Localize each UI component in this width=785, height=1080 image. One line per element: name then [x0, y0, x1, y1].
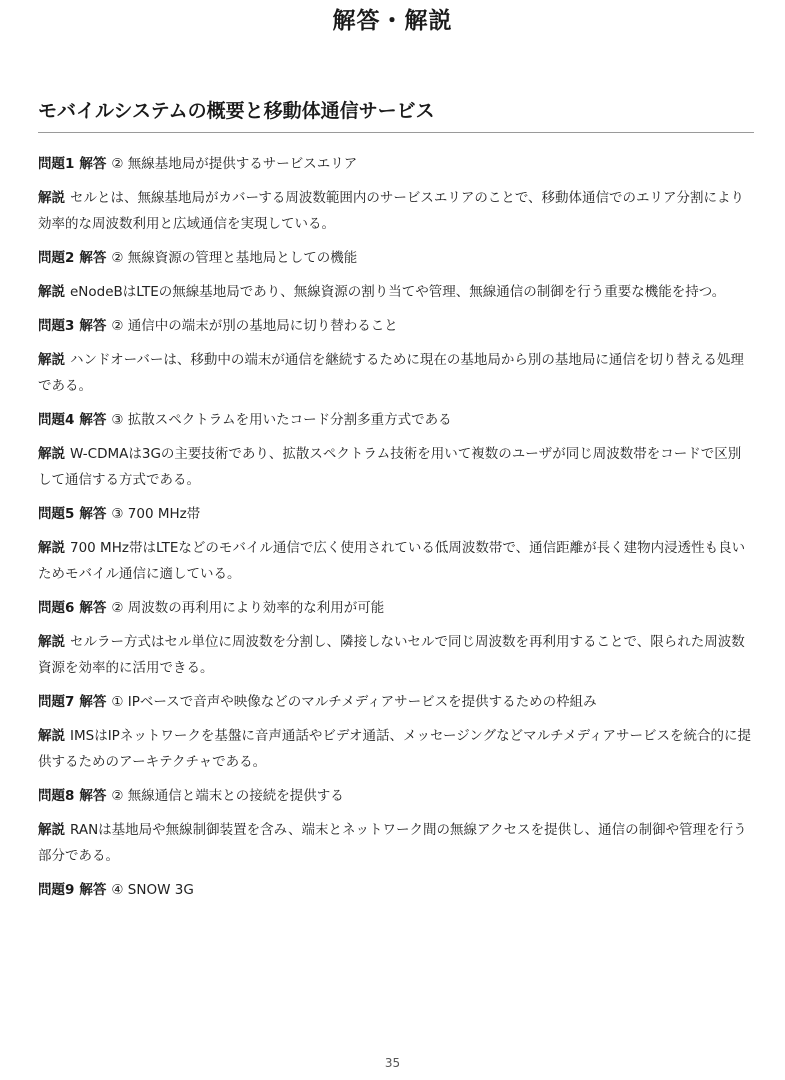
explanation-text: セルラー方式はセル単位に周波数を分割し、隣接しないセルで同じ周波数を再利用することで、限られた周波数資源を効率的に活用できる。 — [38, 634, 745, 676]
explanation-text: IMSはIPネットワークを基盤に音声通話やビデオ通話、メッセージングなどマルチメディアサービスを統合的に提供するためのアーキテクチャである。 — [38, 728, 752, 770]
explanation-paragraph — [38, 629, 754, 681]
explanation-text: ハンドオーバーは、移動中の端末が通信を継続するために現在の基地局から別の基地局に通信を切り替える処理である。 — [38, 352, 744, 394]
question-label: 問題3 — [38, 318, 75, 334]
answer-text: ② 無線資源の管理と基地局としての機能 — [111, 250, 358, 266]
answer-text: ② 通信中の端末が別の基地局に切り替わること — [111, 318, 398, 334]
answer-line — [38, 597, 754, 619]
question-label: 問題4 — [38, 412, 75, 428]
answer-line — [38, 879, 754, 901]
explanation-label: 解説 — [38, 446, 65, 462]
answer-text: ② 無線通信と端末との接続を提供する — [111, 788, 344, 804]
answer-text: ② 無線基地局が提供するサービスエリア — [111, 156, 358, 172]
answer-line — [38, 247, 754, 269]
explanation-label: 解説 — [38, 728, 65, 744]
question-label: 問題1 — [38, 156, 75, 172]
answer-label: 解答 — [79, 600, 107, 616]
answer-line — [38, 691, 754, 713]
answer-line — [38, 785, 754, 807]
answer-text: ① IPベースで音声や映像などのマルチメディアサービスを提供するための枠組み — [111, 694, 597, 710]
explanation-text: 700 MHz帯はLTEなどのモバイル通信で広く使用されている低周波数帯で、通信距離が長く建物内浸透性も良いためモバイル通信に適している。 — [38, 540, 746, 582]
explanation-label: 解説 — [38, 540, 65, 556]
question-label: 問題2 — [38, 250, 75, 266]
answer-label: 解答 — [79, 412, 107, 428]
section-divider — [38, 132, 754, 133]
explanation-paragraph — [38, 535, 754, 587]
explanation-label: 解説 — [38, 284, 65, 300]
answer-label: 解答 — [79, 250, 107, 266]
page-number: 35 — [384, 1056, 401, 1070]
answer-line — [38, 153, 754, 175]
explanation-label: 解説 — [38, 352, 65, 368]
answer-text: ③ 700 MHz帯 — [111, 506, 201, 522]
answer-label: 解答 — [79, 506, 107, 522]
section-heading: モバイルシステムの概要と移動体通信サービス — [38, 100, 435, 122]
answer-line — [38, 409, 754, 431]
explanation-paragraph — [38, 279, 754, 305]
answer-text: ② 周波数の再利用により効率的な利用が可能 — [111, 600, 385, 616]
question-label: 問題9 — [38, 882, 75, 898]
explanation-paragraph — [38, 723, 754, 775]
question-label: 問題6 — [38, 600, 75, 616]
question-label: 問題8 — [38, 788, 75, 804]
explanation-paragraph — [38, 441, 754, 493]
explanation-label: 解説 — [38, 634, 65, 650]
page-title: 解答・解説 — [332, 8, 453, 34]
answer-line — [38, 315, 754, 337]
answer-label: 解答 — [79, 694, 107, 710]
answer-line — [38, 503, 754, 525]
explanation-label: 解説 — [38, 190, 65, 206]
answer-label: 解答 — [79, 318, 107, 334]
answer-text: ④ SNOW 3G — [111, 882, 194, 898]
explanation-paragraph — [38, 185, 754, 237]
answer-label: 解答 — [79, 882, 107, 898]
question-label: 問題5 — [38, 506, 75, 522]
explanation-text: RANは基地局や無線制御装置を含み、端末とネットワーク間の無線アクセスを提供し、通信の制御や管理を行う部分である。 — [38, 822, 747, 864]
answer-text: ③ 拡散スペクトラムを用いたコード分割多重方式である — [111, 412, 452, 428]
answer-list — [38, 153, 754, 911]
explanation-paragraph — [38, 347, 754, 399]
answer-label: 解答 — [79, 156, 107, 172]
explanation-text: W-CDMAは3Gの主要技術であり、拡散スペクトラム技術を用いて複数のユーザが同じ周波数帯をコードで区別して通信する方式である。 — [38, 446, 742, 488]
explanation-paragraph — [38, 817, 754, 869]
explanation-text: eNodeBはLTEの無線基地局であり、無線資源の割り当てや管理、無線通信の制御を行う重要な機能を持つ。 — [70, 284, 726, 300]
question-label: 問題7 — [38, 694, 75, 710]
explanation-label: 解説 — [38, 822, 65, 838]
explanation-text: セルとは、無線基地局がカバーする周波数範囲内のサービスエリアのことで、移動体通信でのエリア分割により効率的な周波数利用と広域通信を実現している。 — [38, 190, 745, 232]
answer-label: 解答 — [79, 788, 107, 804]
